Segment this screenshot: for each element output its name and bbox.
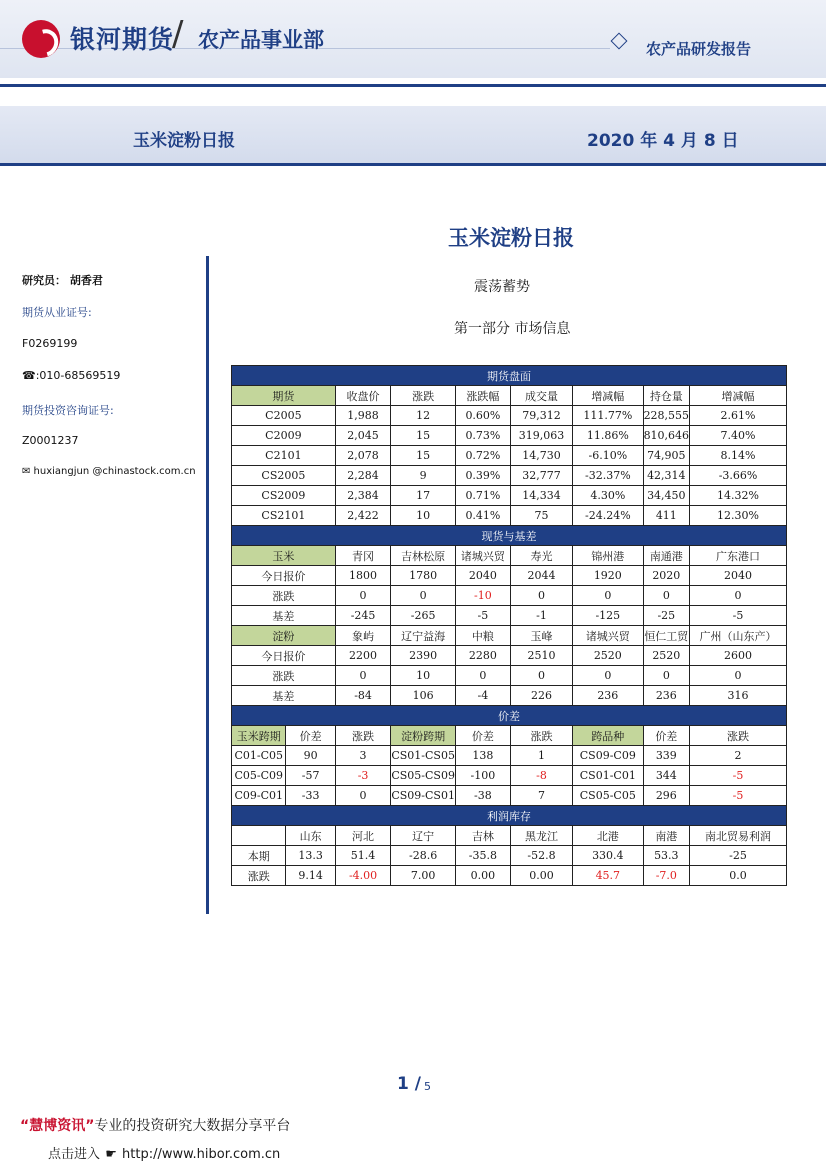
table-cell: 0.41% xyxy=(455,506,510,526)
table-cell: 4.30% xyxy=(573,486,643,506)
table-cell: 0 xyxy=(510,666,572,686)
table-cell: CS01-CS05 xyxy=(391,746,456,766)
table-cell: -38 xyxy=(455,786,510,806)
table-cell: 339 xyxy=(643,746,690,766)
table-cell: 3 xyxy=(335,746,391,766)
table-cell: 344 xyxy=(643,766,690,786)
table-cell: -7.0 xyxy=(643,866,690,886)
table-cell: 51.4 xyxy=(335,846,391,866)
table-cell: -3.66% xyxy=(690,466,787,486)
table-cell: 0.60% xyxy=(455,406,510,426)
col-header: 中粮 xyxy=(455,626,510,646)
table-cell: -6.10% xyxy=(573,446,643,466)
table-cell: 2 xyxy=(690,746,787,766)
table-cell: 15 xyxy=(391,426,456,446)
col-header: 寿光 xyxy=(510,546,572,566)
table-cell: 13.3 xyxy=(286,846,335,866)
license-label: 期货从业证号: xyxy=(22,306,92,319)
col-header: 青冈 xyxy=(335,546,391,566)
table-cell: CS05-C05 xyxy=(573,786,643,806)
col-header: 黑龙江 xyxy=(510,826,572,846)
table-cell: 2040 xyxy=(690,566,787,586)
col-header: 增减幅 xyxy=(573,386,643,406)
table-cell: -100 xyxy=(455,766,510,786)
table-cell: 411 xyxy=(643,506,690,526)
table-cell: 0 xyxy=(690,666,787,686)
table-cell: C09-C01 xyxy=(232,786,286,806)
table-cell: -10 xyxy=(455,586,510,606)
col-header: 涨跌 xyxy=(510,726,572,746)
starch-header-row xyxy=(232,626,787,646)
table-cell: 2390 xyxy=(391,646,456,666)
table-cell: 今日报价 xyxy=(232,646,336,666)
table-row xyxy=(232,866,787,886)
table-cell: 2520 xyxy=(643,646,690,666)
table-cell: CS09-C09 xyxy=(573,746,643,766)
table-row xyxy=(232,586,787,606)
table-cell: 涨跌 xyxy=(232,866,286,886)
table-cell: 14,730 xyxy=(510,446,572,466)
table-cell: 0 xyxy=(643,586,690,606)
table-cell: 319,063 xyxy=(510,426,572,446)
table-cell: 236 xyxy=(573,686,643,706)
col-header: 玉米跨期 xyxy=(232,726,286,746)
table-cell: 2280 xyxy=(455,646,510,666)
table-cell: 12 xyxy=(391,406,456,426)
table-cell: 9.14 xyxy=(286,866,335,886)
table-cell: 2,045 xyxy=(335,426,391,446)
table-cell: 0 xyxy=(690,586,787,606)
table-row xyxy=(232,686,787,706)
table-cell: 涨跌 xyxy=(232,586,336,606)
band-title: 玉米淀粉日报 xyxy=(133,131,235,151)
table-row xyxy=(232,646,787,666)
table-cell: CS2101 xyxy=(232,506,336,526)
table-cell: -245 xyxy=(335,606,391,626)
table-cell: C05-C09 xyxy=(232,766,286,786)
table-cell: 7.00 xyxy=(391,866,456,886)
table-cell: 0.73% xyxy=(455,426,510,446)
table-cell: C2005 xyxy=(232,406,336,426)
table-cell: 111.77% xyxy=(573,406,643,426)
table-cell: 2044 xyxy=(510,566,572,586)
table-cell: -33 xyxy=(286,786,335,806)
col-header: 北港 xyxy=(573,826,643,846)
table-row xyxy=(232,506,787,526)
profit-header-row xyxy=(232,826,787,846)
col-header: 恒仁工贸 xyxy=(643,626,690,646)
table-cell: 15 xyxy=(391,446,456,466)
table-cell: -4.00 xyxy=(335,866,391,886)
col-header: 跨品种 xyxy=(573,726,643,746)
table-cell: 330.4 xyxy=(573,846,643,866)
table-cell: 810,646 xyxy=(643,426,690,446)
col-header: 河北 xyxy=(335,826,391,846)
table-cell: 53.3 xyxy=(643,846,690,866)
table-cell: 90 xyxy=(286,746,335,766)
table-cell: -1 xyxy=(510,606,572,626)
table-cell: 7.40% xyxy=(690,426,787,446)
table-cell: 74,905 xyxy=(643,446,690,466)
report-type: 农产品研发报告 xyxy=(646,40,752,58)
table-cell: -5 xyxy=(690,786,787,806)
col-header: 锦州港 xyxy=(573,546,643,566)
consult-label: 期货投资咨询证号: xyxy=(22,404,114,417)
table-cell: C2101 xyxy=(232,446,336,466)
table-cell: -125 xyxy=(573,606,643,626)
report-subtitle: 震荡蓄势 xyxy=(474,279,530,295)
phone-number: ☎:010-68569519 xyxy=(22,369,121,382)
table-cell: -57 xyxy=(286,766,335,786)
section-profit-inventory: 利润库存 xyxy=(232,806,787,826)
table-cell: 1 xyxy=(510,746,572,766)
table-cell: 2020 xyxy=(643,566,690,586)
col-header: 诸城兴贸 xyxy=(455,546,510,566)
col-header: 淀粉 xyxy=(232,626,336,646)
table-cell: 2040 xyxy=(455,566,510,586)
table-cell: 296 xyxy=(643,786,690,806)
table-cell: 34,450 xyxy=(643,486,690,506)
col-header: 广东港口 xyxy=(690,546,787,566)
table-cell: 0 xyxy=(391,586,456,606)
futures-header-row xyxy=(232,386,787,406)
col-header xyxy=(232,826,286,846)
table-cell: 0.0 xyxy=(690,866,787,886)
col-header: 价差 xyxy=(286,726,335,746)
license-number: F0269199 xyxy=(22,337,78,350)
section-spread: 价差 xyxy=(232,706,787,726)
section-heading: 第一部分 市场信息 xyxy=(454,321,571,337)
table-cell: 228,555 xyxy=(643,406,690,426)
slogan-text: 专业的投资研究大数据分享平台 xyxy=(94,1118,291,1134)
col-header: 南通港 xyxy=(643,546,690,566)
col-header: 玉米 xyxy=(232,546,336,566)
table-cell: 42,314 xyxy=(643,466,690,486)
table-row xyxy=(232,446,787,466)
table-cell: 10 xyxy=(391,506,456,526)
hibor-link[interactable]: http://www.hibor.com.cn xyxy=(122,1147,281,1162)
table-row xyxy=(232,666,787,686)
table-row xyxy=(232,466,787,486)
table-cell: -8 xyxy=(510,766,572,786)
table-cell: 2200 xyxy=(335,646,391,666)
page-number: 1 / xyxy=(397,1074,421,1094)
market-table xyxy=(231,365,787,886)
table-cell: 1780 xyxy=(391,566,456,586)
table-cell: 17 xyxy=(391,486,456,506)
table-cell: 1800 xyxy=(335,566,391,586)
table-cell: 79,312 xyxy=(510,406,572,426)
title-band-underline xyxy=(0,163,826,166)
table-cell: -25 xyxy=(690,846,787,866)
table-cell: 0 xyxy=(643,666,690,686)
col-header: 成交量 xyxy=(510,386,572,406)
table-cell: 10 xyxy=(391,666,456,686)
table-cell: -32.37% xyxy=(573,466,643,486)
table-row xyxy=(232,486,787,506)
col-header: 玉峰 xyxy=(510,626,572,646)
table-cell: CS2005 xyxy=(232,466,336,486)
table-cell: 基差 xyxy=(232,606,336,626)
table-cell: 0.39% xyxy=(455,466,510,486)
table-cell: -5 xyxy=(690,766,787,786)
col-header: 持仓量 xyxy=(643,386,690,406)
table-cell: -5 xyxy=(455,606,510,626)
sidebar-divider xyxy=(206,256,209,914)
table-cell: 2,078 xyxy=(335,446,391,466)
table-cell: 0.71% xyxy=(455,486,510,506)
header-separator xyxy=(0,84,826,87)
table-cell: CS01-C01 xyxy=(573,766,643,786)
table-cell: 45.7 xyxy=(573,866,643,886)
col-header: 收盘价 xyxy=(335,386,391,406)
table-row xyxy=(232,766,787,786)
table-row xyxy=(232,426,787,446)
table-cell: 0 xyxy=(573,586,643,606)
table-cell: 2520 xyxy=(573,646,643,666)
table-cell: 8.14% xyxy=(690,446,787,466)
col-header: 涨跌 xyxy=(335,726,391,746)
consult-number: Z0001237 xyxy=(22,434,79,447)
table-cell: 本期 xyxy=(232,846,286,866)
table-cell: -52.8 xyxy=(510,846,572,866)
table-cell: 0 xyxy=(573,666,643,686)
col-header: 期货 xyxy=(232,386,336,406)
col-header: 价差 xyxy=(643,726,690,746)
brand-slash: / xyxy=(172,14,184,54)
table-cell: CS09-CS01 xyxy=(391,786,456,806)
col-header: 淀粉跨期 xyxy=(391,726,456,746)
col-header: 吉林松原 xyxy=(391,546,456,566)
table-cell: CS05-CS09 xyxy=(391,766,456,786)
footer-slogan xyxy=(20,1115,290,1135)
table-cell: -35.8 xyxy=(455,846,510,866)
table-cell: 2.61% xyxy=(690,406,787,426)
table-cell: 0 xyxy=(510,586,572,606)
table-cell: 7 xyxy=(510,786,572,806)
table-cell: 316 xyxy=(690,686,787,706)
table-row xyxy=(232,606,787,626)
email-address[interactable]: ✉ huxiangjun @chinastock.com.cn xyxy=(22,466,196,477)
table-cell: -5 xyxy=(690,606,787,626)
brand-name: 银河期货 xyxy=(70,25,175,54)
researcher-name: 研究员： 胡香君 xyxy=(22,274,103,287)
footer-link-line xyxy=(48,1143,280,1162)
table-row xyxy=(232,846,787,866)
section-spot-basis: 现货与基差 xyxy=(232,526,787,546)
col-header: 南北贸易利润 xyxy=(690,826,787,846)
table-cell: 1920 xyxy=(573,566,643,586)
table-cell: -265 xyxy=(391,606,456,626)
table-cell: -84 xyxy=(335,686,391,706)
col-header: 增减幅 xyxy=(690,386,787,406)
galaxy-futures-logo-icon xyxy=(22,20,60,58)
col-header: 吉林 xyxy=(455,826,510,846)
table-cell: 106 xyxy=(391,686,456,706)
table-cell: -3 xyxy=(335,766,391,786)
col-header: 山东 xyxy=(286,826,335,846)
table-cell: 0 xyxy=(455,666,510,686)
table-cell: 2510 xyxy=(510,646,572,666)
col-header: 涨跌 xyxy=(391,386,456,406)
table-cell: 0 xyxy=(335,666,391,686)
table-cell: 9 xyxy=(391,466,456,486)
slogan-brand: “慧博资讯” xyxy=(20,1118,95,1134)
table-cell: 75 xyxy=(510,506,572,526)
table-cell: 基差 xyxy=(232,686,336,706)
table-cell: 14,334 xyxy=(510,486,572,506)
report-title: 玉米淀粉日报 xyxy=(448,226,574,250)
table-cell: 涨跌 xyxy=(232,666,336,686)
table-cell: 226 xyxy=(510,686,572,706)
table-cell: C2009 xyxy=(232,426,336,446)
table-cell: -4 xyxy=(455,686,510,706)
section-futures: 期货盘面 xyxy=(232,366,787,386)
table-cell: CS2009 xyxy=(232,486,336,506)
table-cell: 32,777 xyxy=(510,466,572,486)
table-cell: 0 xyxy=(335,586,391,606)
col-header: 广州（山东产） xyxy=(690,626,787,646)
table-cell: 0.00 xyxy=(510,866,572,886)
table-cell: -24.24% xyxy=(573,506,643,526)
table-row xyxy=(232,786,787,806)
table-cell: -25 xyxy=(643,606,690,626)
table-cell: 12.30% xyxy=(690,506,787,526)
table-cell: 138 xyxy=(455,746,510,766)
corn-header-row xyxy=(232,546,787,566)
table-cell: 2,284 xyxy=(335,466,391,486)
department-name: 农产品事业部 xyxy=(198,28,324,52)
link-prefix: 点击进入 xyxy=(48,1147,101,1162)
table-row xyxy=(232,566,787,586)
page-total: 5 xyxy=(424,1080,431,1093)
table-row xyxy=(232,746,787,766)
table-cell: 2600 xyxy=(690,646,787,666)
table-cell: 今日报价 xyxy=(232,566,336,586)
table-cell: 11.86% xyxy=(573,426,643,446)
spread-header-row xyxy=(232,726,787,746)
band-date: 2020 年 4 月 8 日 xyxy=(587,131,739,151)
col-header: 辽宁益海 xyxy=(391,626,456,646)
table-cell: 0 xyxy=(335,786,391,806)
col-header: 涨跌 xyxy=(690,726,787,746)
table-cell: 236 xyxy=(643,686,690,706)
col-header: 涨跌幅 xyxy=(455,386,510,406)
table-cell: -28.6 xyxy=(391,846,456,866)
table-cell: C01-C05 xyxy=(232,746,286,766)
table-cell: 1,988 xyxy=(335,406,391,426)
table-cell: 14.32% xyxy=(690,486,787,506)
table-cell: 0.72% xyxy=(455,446,510,466)
hand-pointer-icon: ☛ xyxy=(105,1147,117,1162)
table-cell: 2,422 xyxy=(335,506,391,526)
table-row xyxy=(232,406,787,426)
col-header: 诸城兴贸 xyxy=(573,626,643,646)
col-header: 辽宁 xyxy=(391,826,456,846)
col-header: 价差 xyxy=(455,726,510,746)
col-header: 象屿 xyxy=(335,626,391,646)
col-header: 南港 xyxy=(643,826,690,846)
table-cell: 2,384 xyxy=(335,486,391,506)
table-cell: 0.00 xyxy=(455,866,510,886)
